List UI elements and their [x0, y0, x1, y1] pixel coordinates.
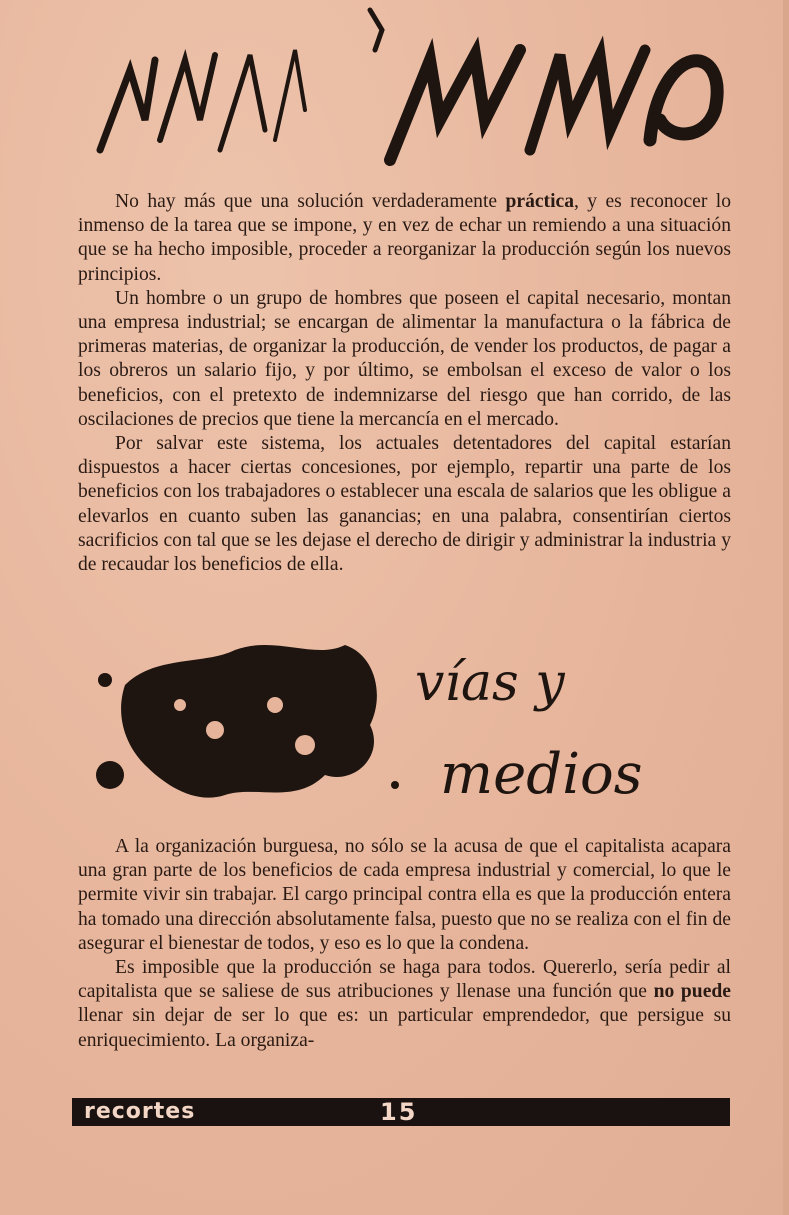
article-text-top — [78, 190, 731, 577]
paragraph: A la organización burguesa, no sólo se la acusa de que el capitalista acapara una gran parte de los beneficios de cada empresa industrial y comercial, lo que le permite vivir sin trabajar. El cargo principal contra ella es que la producción entera ha tomado una dirección absolutamente falsa, puesto que no se realiza con el fin de asegurar el bienestar de todos, y eso es lo que la condena. — [78, 836, 731, 954]
page-edge — [783, 0, 789, 1215]
text-run: Es imposible que la producción se haga para todos. Quererlo, sería pedir al capitalista que se saliese de sus atribuciones y llenase una función que — [78, 957, 731, 1003]
ink-blot-heading — [85, 635, 675, 815]
paragraph: Un hombre o un grupo de hombres que poseen el capital necesario, montan una empresa industrial; se encargan de alimentar la manufactura o la fábrica de primeras materias, de organizar la producción, de vender los productos, de pagar a los obreros un salario fijo, y por último, se embolsan el exceso de valor o los beneficios, con el pretexto de indemnizarse del riesgo que han corrido, de las oscilaciones de precios que tiene la mercancía en el mercado. — [78, 287, 731, 430]
footer-bar — [72, 1098, 730, 1126]
paragraph: Por salvar este sistema, los actuales detentadores del capital estarían dispuestos a hacer ciertas concesiones, por ejemplo, repartir una parte de los beneficios con los trabajadores o establecer una escala de salarios que les obligue a elevarlos en cuanto suben las ganancias; en una palabra, consentirían ciertos sacrificios con tal que se les dejase el derecho de dirigir y administrar la industria y de recaudar los beneficios de ella. — [78, 433, 731, 576]
text-run: llenar sin dejar de ser lo que es: un particular emprendedor, que persigue su enriquecimiento. La organiza- — [78, 1005, 731, 1051]
text-run: , y es reconocer lo inmenso de la tarea que se impone, y en vez de echar un remiendo a una situación que se ha hecho imposible, proceder a reorganizar la producción según los nuevos principios. — [78, 191, 731, 285]
page-number: 15 — [380, 1098, 418, 1126]
heading-line-1: vías y — [415, 653, 565, 713]
brush-lettering-decoration — [90, 0, 735, 175]
article-text-bottom — [78, 835, 731, 1053]
publication-name: recortes — [84, 1099, 196, 1124]
emphasis-text: no puede — [653, 981, 731, 1003]
paragraph — [78, 190, 731, 287]
paragraph — [78, 956, 731, 1053]
emphasis-text: práctica — [505, 191, 575, 212]
heading-line-2: medios — [440, 742, 643, 807]
text-run: No hay más que una solución verdaderamente — [115, 191, 506, 212]
